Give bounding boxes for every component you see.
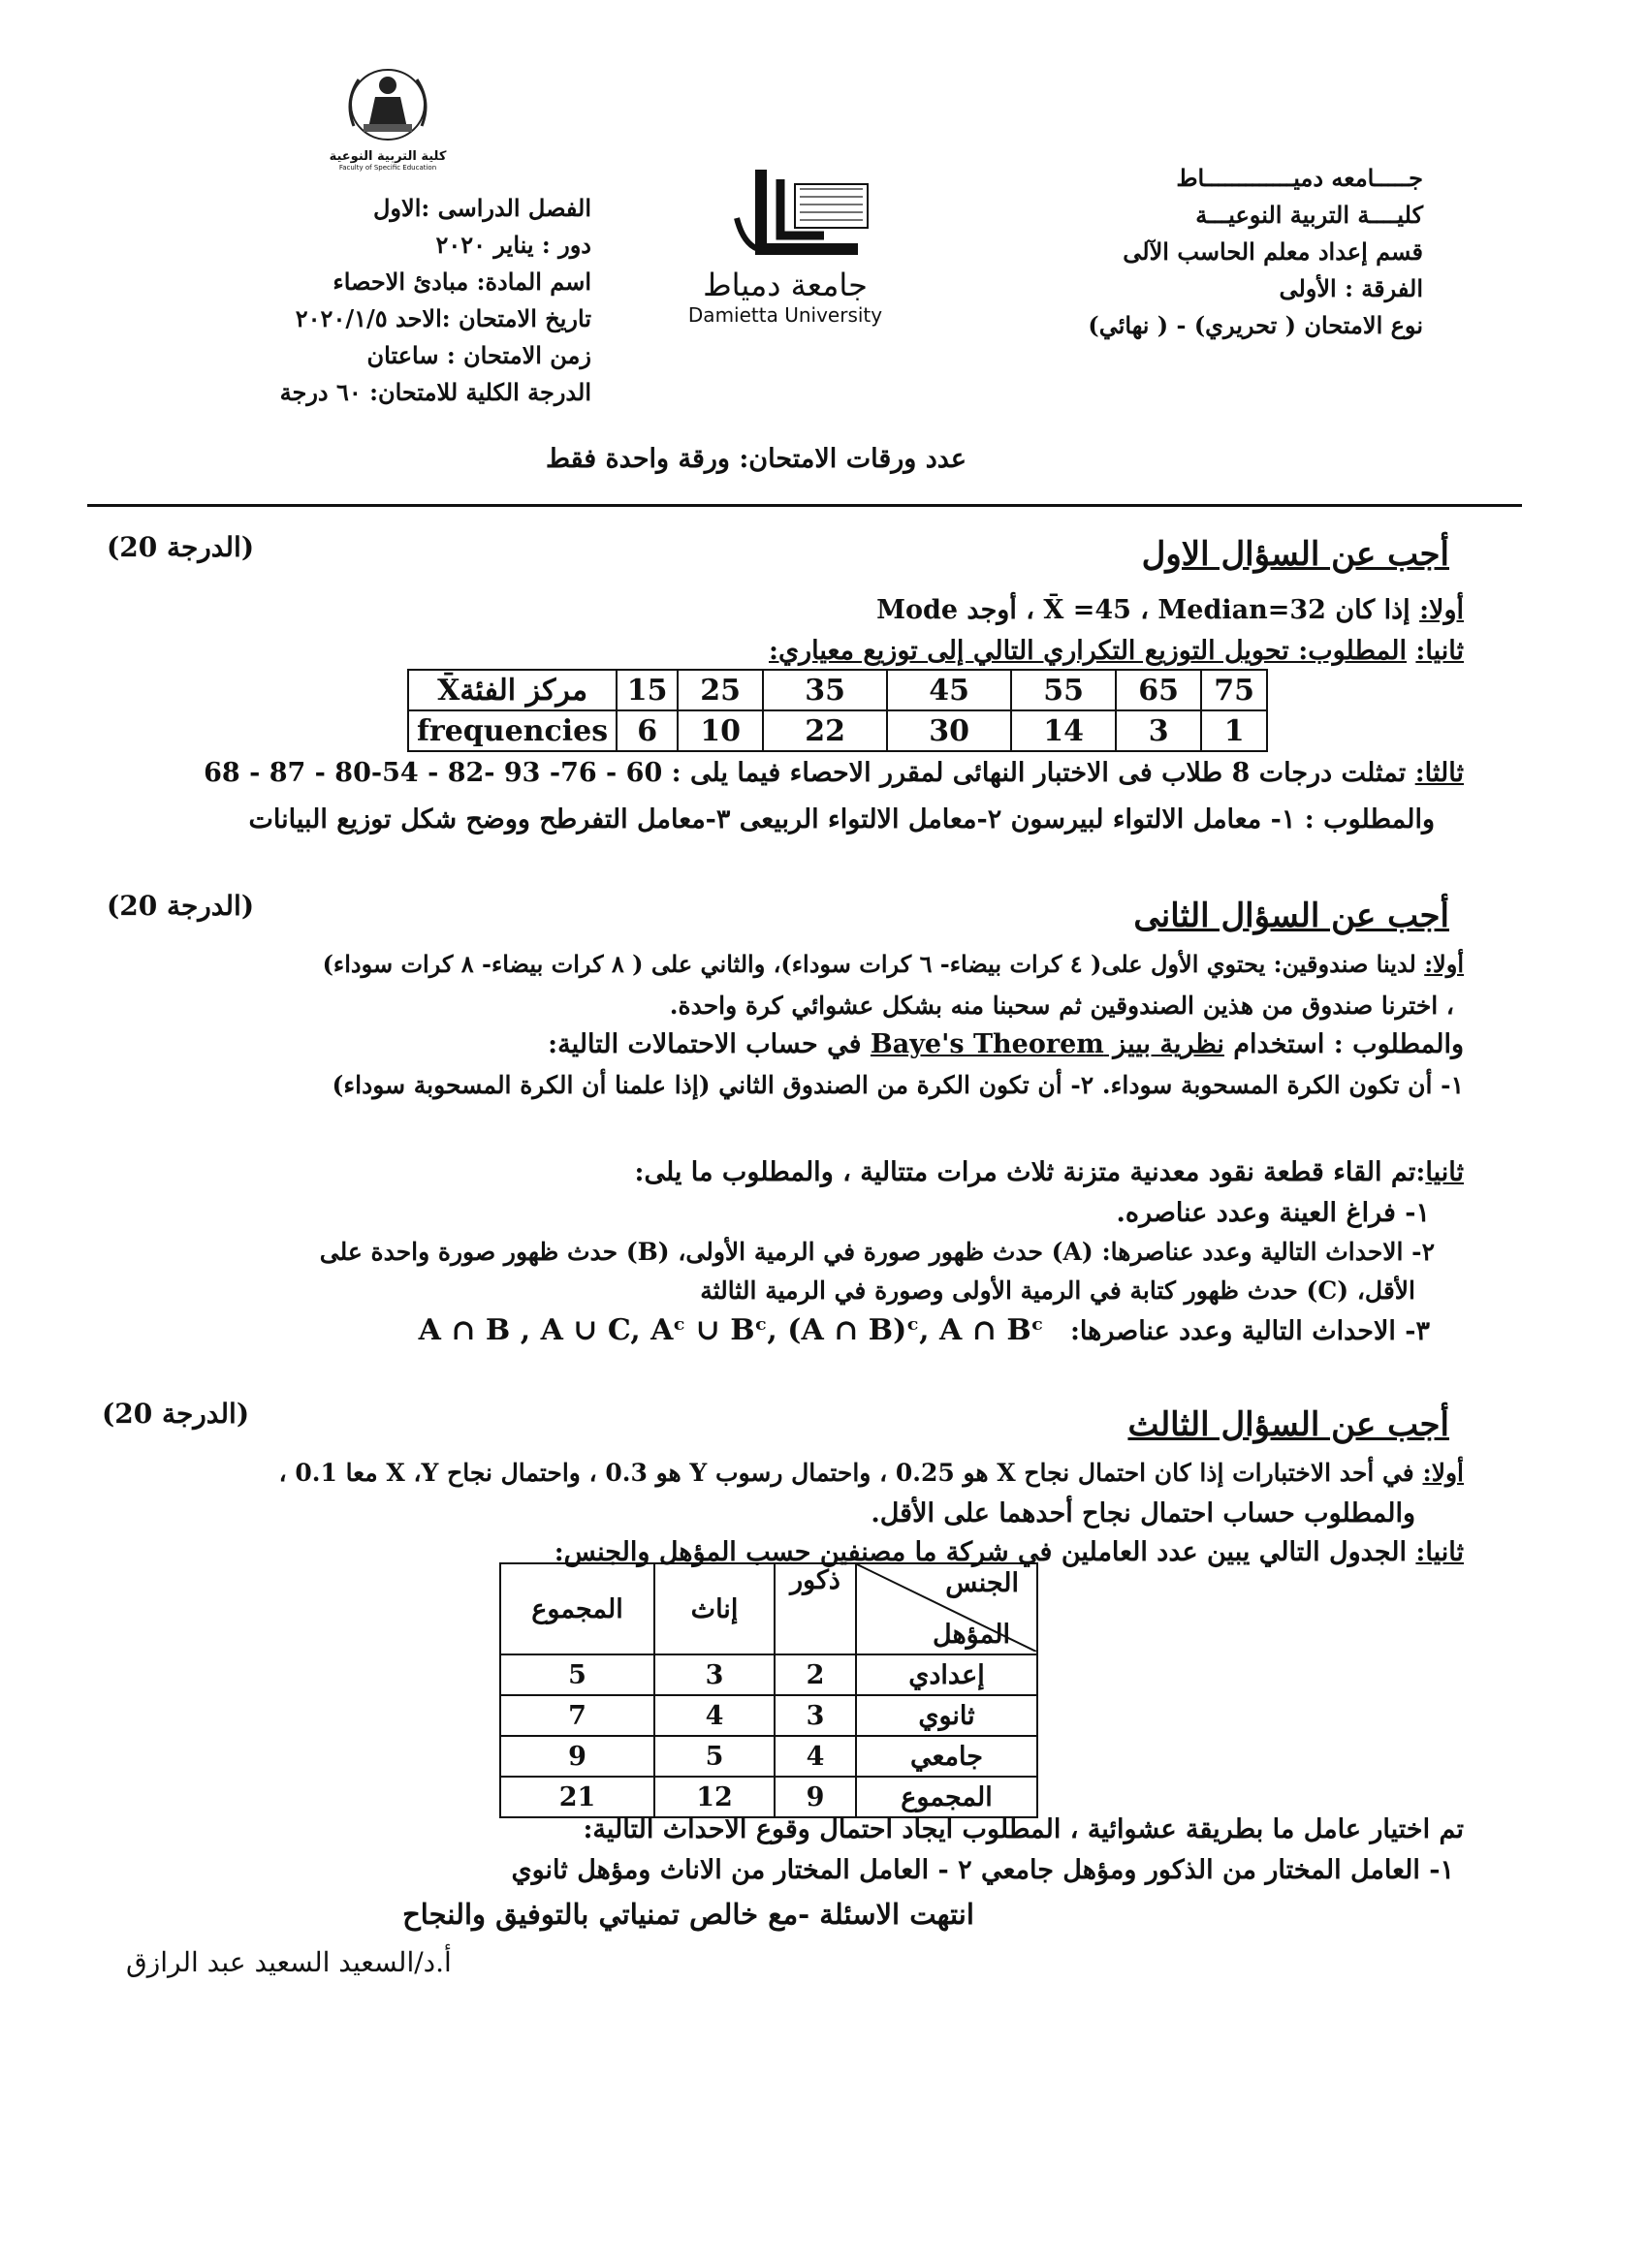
- department-name: قسم إعداد معلم الحاسب الآلى: [1123, 237, 1423, 266]
- q2-part1-line2: ، اخترنا صندوق من هذين الصندوقين ثم سحبنا منه بشكل عشوائي كرة واحدة.: [669, 992, 1454, 1020]
- q1-part2-text: المطلوب: تحويل التوزيع التكراري التالي إلى توزيع معياري:: [769, 636, 1407, 666]
- set-expressions: A ∩ B , A ∪ C, Aᶜ ∪ Bᶜ, (A ∩ B)ᶜ, A ∩ Bᶜ: [418, 1313, 1044, 1347]
- frequency-table: [407, 669, 1268, 752]
- table-cell: 12: [654, 1777, 775, 1817]
- employees-table: [499, 1562, 1038, 1818]
- table-cell: 4: [775, 1736, 856, 1777]
- table-cell: 22: [763, 710, 887, 751]
- table-cell: 9: [775, 1777, 856, 1817]
- q1-part3-text: تمثلت درجات 8 طلاب فى الاختبار النهائى لمقرر الاحصاء فيما يلى : 60 - 76- 93 -82 - 54-80 - 87 - 68: [204, 758, 1407, 788]
- table-cell: 14: [1011, 710, 1116, 751]
- q2-req-post: في حساب الاحتمالات التالية:: [548, 1029, 871, 1059]
- table-cell-label: frequencies: [408, 710, 617, 751]
- table-cell: 1: [1201, 710, 1267, 751]
- table-cell: 6: [617, 710, 678, 751]
- total-grade: الدرجة الكلية للامتحان: ٦٠ درجة: [279, 378, 591, 406]
- q3-title: أجب عن السؤال الثالث: [1127, 1405, 1449, 1444]
- university-name: جـــــامعه دميـــــــــــــاط: [1176, 164, 1423, 192]
- table-cell: 21: [500, 1777, 654, 1817]
- q3-after1: تم اختيار عامل ما بطريقة عشوائية ، المطلوب ايجاد احتمال وقوع الاحداث التالية:: [583, 1814, 1464, 1844]
- q1-part2: [769, 632, 1464, 671]
- table-cell: 35: [763, 670, 887, 710]
- table-row: [500, 1695, 1037, 1736]
- q2-part2-label: ثانيا: [1425, 1157, 1464, 1187]
- q2-grade: (الدرجة 20): [107, 890, 255, 922]
- diagonal-header-cell: [856, 1563, 1037, 1654]
- table-row: [500, 1736, 1037, 1777]
- table-cell-label: X̄مركز الفئة: [408, 670, 617, 710]
- table-cell: 15: [617, 670, 678, 710]
- exam-duration: زمن الامتحان : ساعتان: [366, 341, 591, 369]
- closing-note: انتهت الاسئلة -مع خالص تمنياتي بالتوفيق والنجاح: [402, 1898, 974, 1931]
- q1-part1-text: إذا كان X̄ =45 ، Median=32 ، أوجد Mode: [876, 595, 1410, 625]
- q3-part1-line2: والمطلوب حساب احتمال نجاح أحدهما على الأقل.: [871, 1498, 1415, 1528]
- col-header-males: ذكور: [775, 1563, 856, 1654]
- q2-part2-line1: [634, 1153, 1464, 1192]
- year-level: الفرقة : الأولى: [1279, 274, 1423, 302]
- q1-part2-label: ثانيا:: [1415, 636, 1464, 666]
- q2-part2-line2: ١- فراغ العينة وعدد عناصره.: [1116, 1198, 1430, 1228]
- semester: الفصل الدراسى :الاول: [372, 194, 591, 222]
- sheets-note: عدد ورقات الامتحان: ورقة واحدة فقط: [545, 444, 967, 474]
- diag-bottom-label: المؤهل: [933, 1620, 1010, 1650]
- faculty-emblem-icon: [325, 58, 451, 145]
- frequencies-row: [408, 710, 1267, 751]
- q3-grade: (الدرجة 20): [102, 1398, 250, 1430]
- exam-info-block: [174, 190, 591, 411]
- faculty-logo-ar: كلية التربية النوعية: [329, 149, 447, 164]
- q2-part2-line3: ٢- الاحداث التالية وعدد عناصرها: (A) حدث ظهور صورة في الرمية الأولى، (B) حدث ظهور صورة واحدة على: [319, 1238, 1435, 1266]
- q2-part1-text: لدينا صندوقين: يحتوي الأول على( ٤ كرات بيضاء- ٦ كرات سوداء)، والثاني على ( ٨ كرات بيضاء- ٨ كرات سوداء): [322, 950, 1416, 978]
- col-header-females: إناث: [654, 1563, 775, 1654]
- row-label: جامعي: [856, 1736, 1037, 1777]
- q1-grade: (الدرجة 20): [107, 531, 255, 563]
- table-cell: 7: [500, 1695, 654, 1736]
- table-cell: 4: [654, 1695, 775, 1736]
- q1-part1-label: أولا:: [1419, 595, 1464, 625]
- table-cell: 2: [775, 1654, 856, 1695]
- q1-part1: [876, 591, 1464, 630]
- q1-title: أجب عن السؤال الاول: [1141, 535, 1449, 574]
- faculty-logo-en: Faculty of Specific Education: [338, 164, 437, 172]
- q2-part1-line3: [548, 1025, 1464, 1064]
- q3-part1-line1: [279, 1454, 1464, 1493]
- table-cell: 3: [775, 1695, 856, 1736]
- q2-req-pre: والمطلوب : استخدام: [1223, 1029, 1464, 1059]
- session: دور : يناير ٢٠٢٠: [435, 231, 591, 259]
- q2-part1-line4: ١- أن تكون الكرة المسحوبة سوداء. ٢- أن تكون الكرة من الصندوق الثاني (إذا علمنا أن الكرة المسحوبة سوداء): [332, 1071, 1464, 1099]
- q3-part2-text: الجدول التالي يبين عدد العاملين في شركة ما مصنفين حسب المؤهل والجنس:: [554, 1537, 1407, 1567]
- q2-title: أجب عن السؤال الثانى: [1133, 897, 1449, 935]
- diag-top-label: الجنس: [945, 1568, 1019, 1598]
- table-cell: 3: [1116, 710, 1201, 751]
- table-cell: 25: [678, 670, 763, 710]
- class-center-row: [408, 670, 1267, 710]
- faculty-name: كليــــة التربية النوعيـــة: [1195, 201, 1423, 229]
- q2-part1-label: أولا:: [1424, 950, 1464, 978]
- row-label: ثانوي: [856, 1695, 1037, 1736]
- table-header-row: [500, 1563, 1037, 1654]
- exam-date: تاريخ الامتحان :الاحد ٢٠٢٠/١/٥: [295, 304, 591, 332]
- university-logo: [669, 160, 902, 325]
- university-info-block: [987, 160, 1423, 344]
- bayes-theorem-term: نظرية بييز Baye's Theorem: [870, 1029, 1224, 1059]
- subject-name: اسم المادة: مبادئ الاحصاء: [333, 268, 591, 296]
- table-cell: 30: [887, 710, 1011, 751]
- table-cell: 5: [654, 1736, 775, 1777]
- faculty-logo: [325, 58, 451, 170]
- row-label: إعدادي: [856, 1654, 1037, 1695]
- q2-part2-line4: الأقل، (C) حدث ظهور كتابة في الرمية الأولى وصورة في الرمية الثالثة: [700, 1276, 1415, 1305]
- q2-part1-line1: [323, 945, 1464, 984]
- q1-part3-label: ثالثا:: [1414, 758, 1464, 788]
- table-cell: 65: [1116, 670, 1201, 710]
- university-logo-en: Damietta University: [687, 303, 883, 327]
- q3-after2: ١- العامل المختار من الذكور ومؤهل جامعي ٢ - العامل المختار من الاناث ومؤهل ثانوي: [511, 1855, 1454, 1885]
- q3-part1-text: في أحد الاختبارات إذا كان احتمال نجاح X هو 0.25 ، واحتمال رسوب Y هو 0.3 ، واحتمال نجاح X ،Y معا 0.1 ،: [278, 1459, 1414, 1487]
- university-emblem-icon: [669, 160, 902, 267]
- table-cell: 45: [887, 670, 1011, 710]
- table-cell: 5: [500, 1654, 654, 1695]
- table-cell: 55: [1011, 670, 1116, 710]
- q1-part3-requirements: والمطلوب : ١- معامل الالتواء لبيرسون ٢-معامل الالتواء الربيعى ٣-معامل التفرطح ووضح شكل توزيع البيانات: [248, 804, 1435, 835]
- q2-events-label: ٣- الاحداث التالية وعدد عناصرها:: [1069, 1316, 1430, 1346]
- row-label: المجموع: [856, 1777, 1037, 1817]
- university-logo-ar: جامعة دمياط: [703, 267, 868, 303]
- q2-part2-text: :تم القاء قطعة نقود معدنية متزنة ثلاث مرات متتالية ، والمطلوب ما يلى:: [634, 1157, 1426, 1187]
- q3-part2-label: ثانيا:: [1415, 1537, 1464, 1567]
- exam-type: نوع الامتحان ( تحريري) - ( نهائي): [1088, 311, 1423, 339]
- q1-part3: [204, 754, 1464, 793]
- col-header-total: المجموع: [500, 1563, 654, 1654]
- header-divider: [87, 504, 1522, 507]
- table-cell: 75: [1201, 670, 1267, 710]
- table-cell: 9: [500, 1736, 654, 1777]
- table-cell: 10: [678, 710, 763, 751]
- signature: أ.د/السعيد السعيد عبد الرازق: [126, 1946, 452, 1978]
- q3-part1-label: أولا:: [1422, 1459, 1464, 1487]
- q2-part2-line5: [419, 1311, 1430, 1351]
- table-row: [500, 1654, 1037, 1695]
- table-cell: 3: [654, 1654, 775, 1695]
